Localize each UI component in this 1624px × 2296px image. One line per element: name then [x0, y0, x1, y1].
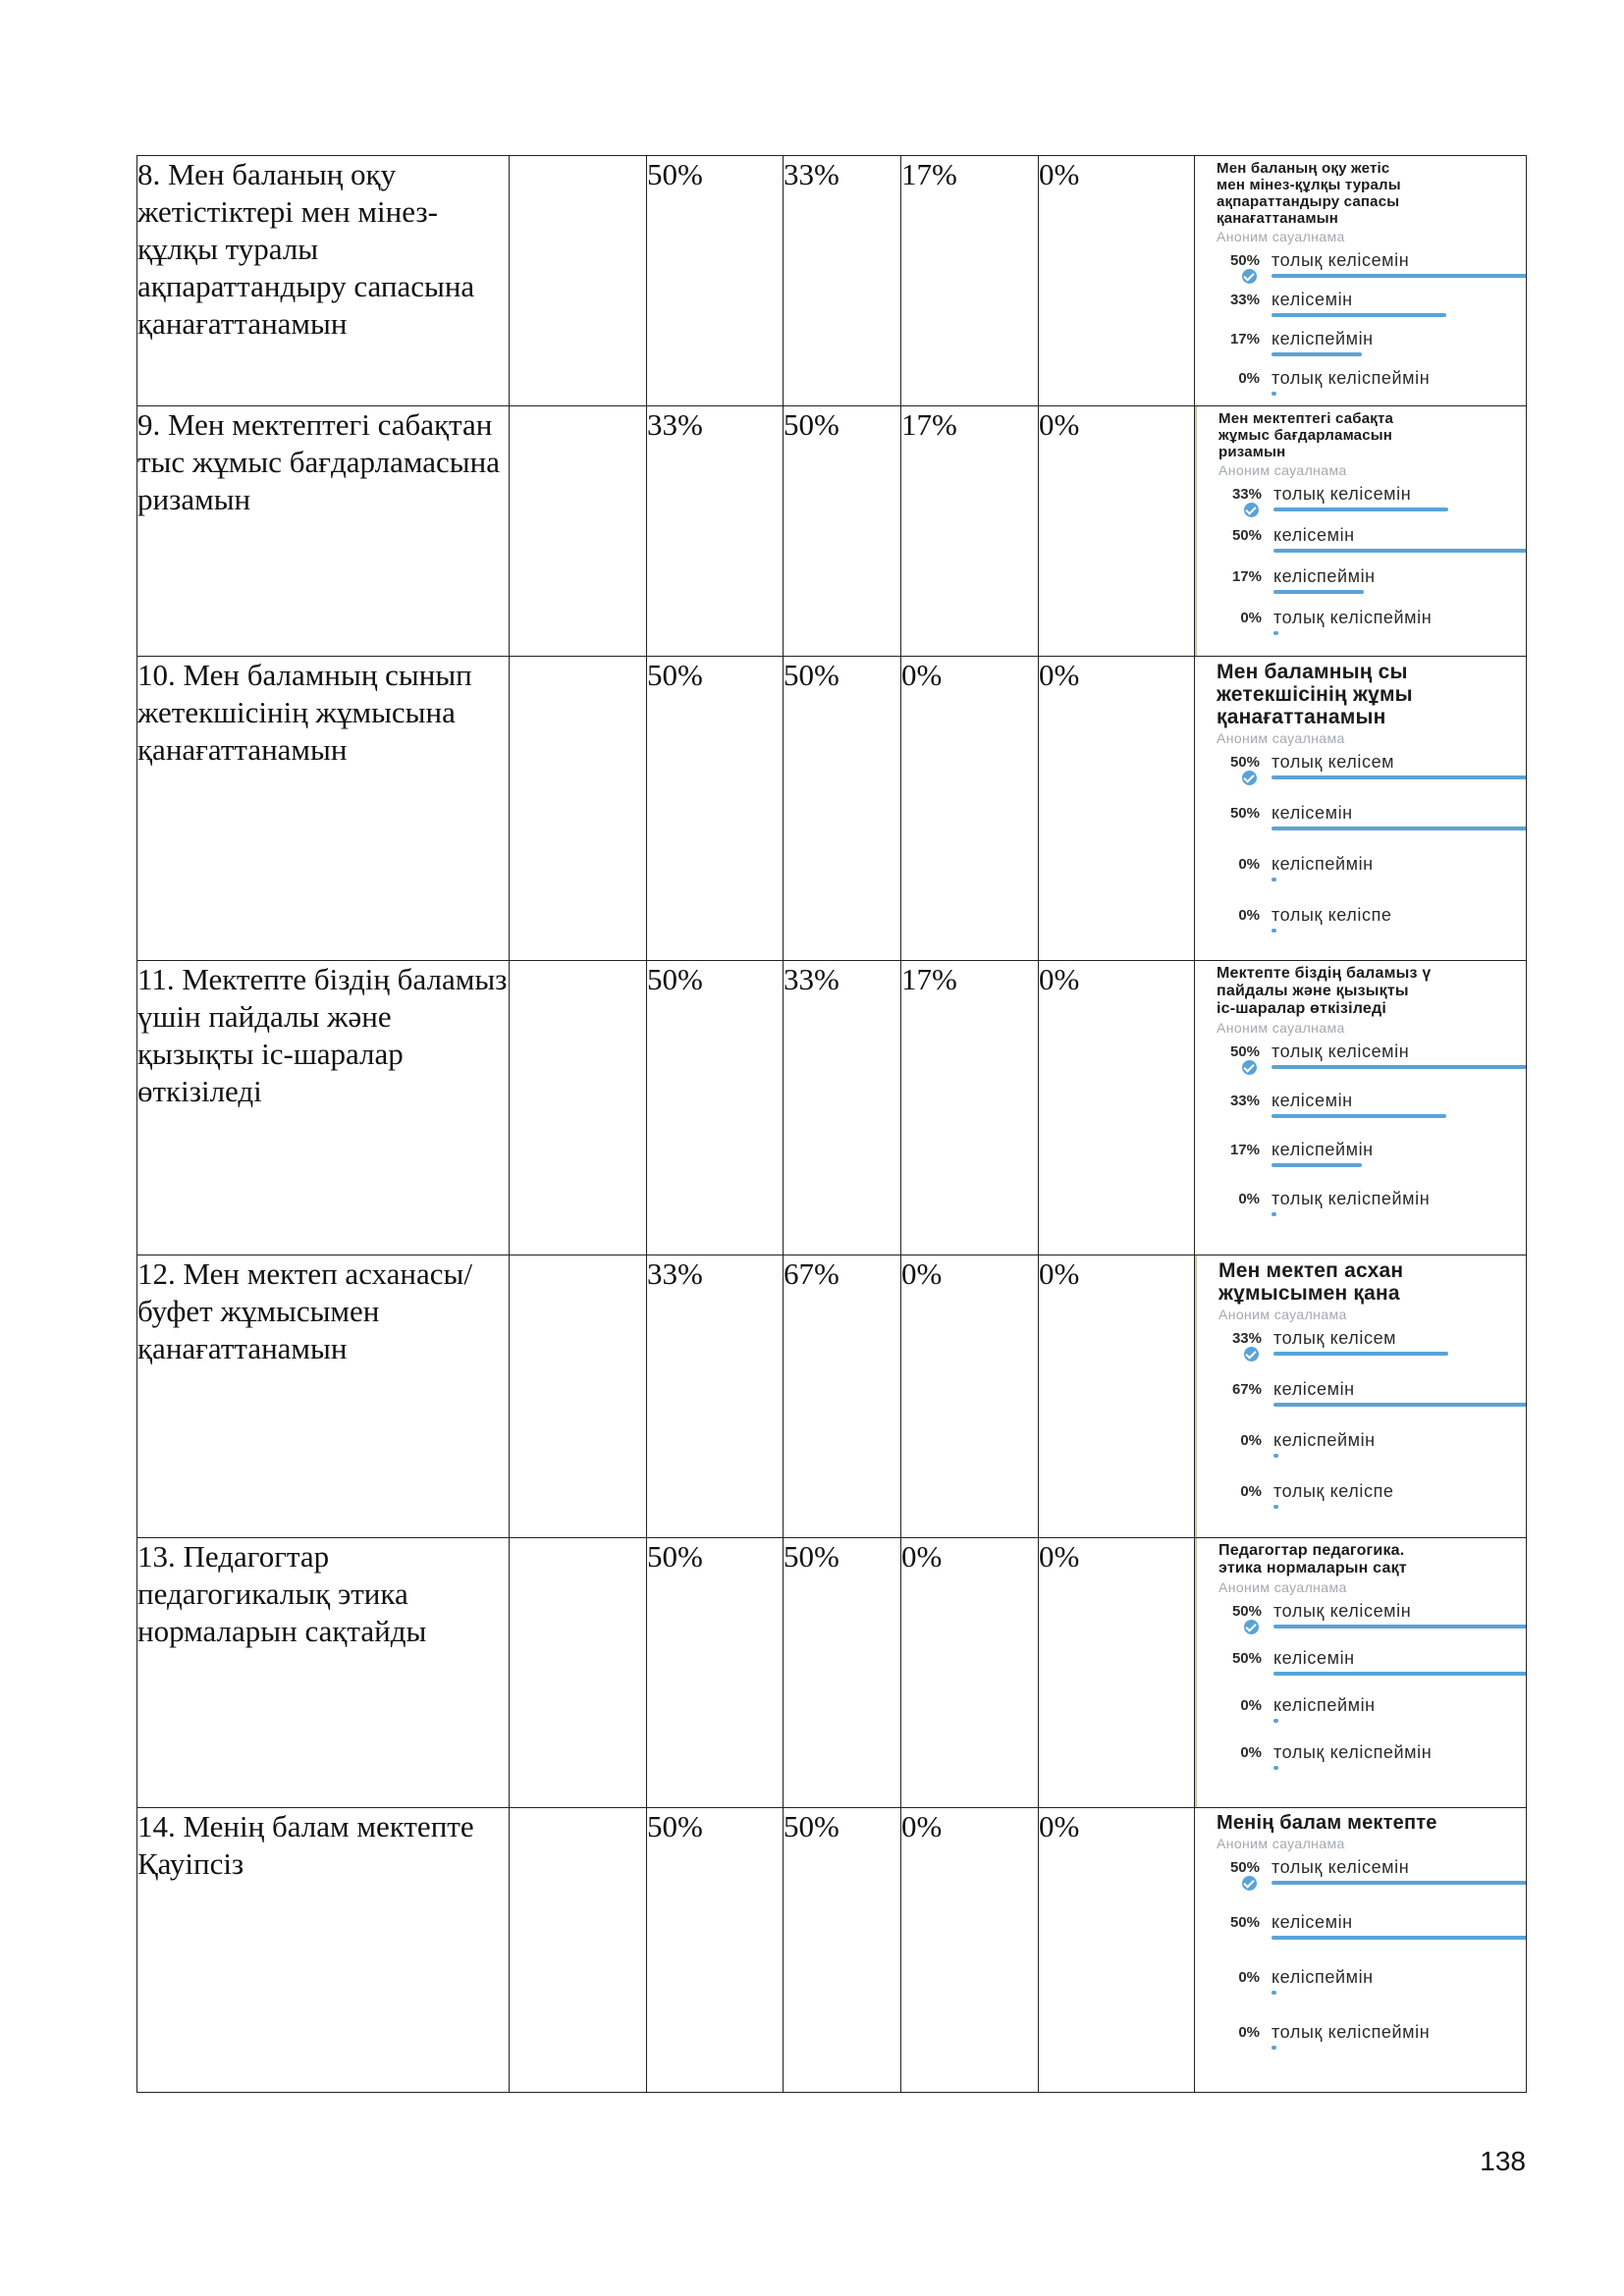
- question-cell: 11. Мектепте біздің баламыз үшін пайдалы және қызықты іс-шаралар өткізіледі: [137, 961, 510, 1255]
- poll-screenshot-cell: [1195, 406, 1527, 657]
- poll-options: [1217, 1043, 1526, 1240]
- poll-option-label: толық келісем: [1273, 1328, 1397, 1348]
- table-row: [137, 961, 1527, 1255]
- percent-cell: 0%: [901, 657, 1039, 961]
- poll-option-label: келісемін: [1273, 1379, 1355, 1399]
- poll-option: [1218, 1650, 1526, 1697]
- poll-options: [1217, 754, 1526, 958]
- poll-option: [1217, 1043, 1526, 1093]
- poll-screenshot-cell: [1195, 156, 1527, 406]
- percent-cell: 0%: [1039, 961, 1195, 1255]
- poll-option: [1217, 1093, 1526, 1142]
- survey-table-body: [137, 156, 1527, 2093]
- poll-option-percent: 33%: [1231, 1330, 1262, 1347]
- poll-option-label: толық келісемін: [1273, 484, 1412, 504]
- poll-card: [1195, 1255, 1526, 1537]
- poll-option-bar: [1273, 1454, 1278, 1458]
- percent-cell: 0%: [901, 1538, 1039, 1808]
- checkmark-icon: [1242, 269, 1257, 284]
- poll-option: [1218, 486, 1526, 527]
- poll-option-label: толық келіспеймін: [1273, 608, 1433, 627]
- poll-option: [1217, 1142, 1526, 1191]
- poll-option-bar: [1272, 775, 1526, 779]
- poll-option-percent: 33%: [1229, 1093, 1260, 1109]
- poll-option-percent: 0%: [1238, 907, 1260, 924]
- question-cell: 8. Мен баланың оқу жетістіктері мен мінез-құлқы туралы ақпараттандыру сапасына қанағаттанамын: [137, 156, 510, 406]
- percent-cell: 0%: [901, 1808, 1039, 2093]
- poll-option: [1217, 1191, 1526, 1240]
- page-number: 138: [1480, 2146, 1526, 2176]
- poll-option-bar: [1272, 1114, 1446, 1118]
- poll-option-bar: [1272, 392, 1276, 396]
- table-row: [137, 657, 1527, 961]
- poll-options: [1217, 1859, 1526, 2079]
- poll-option-bar: [1272, 1163, 1362, 1167]
- poll-option-label: толық келіспеймін: [1273, 1742, 1433, 1762]
- poll-option: [1217, 292, 1526, 331]
- poll-option-bar: [1272, 1212, 1276, 1216]
- checkmark-icon: [1244, 1347, 1259, 1362]
- percent-cell: 33%: [647, 1255, 784, 1538]
- table-row: [137, 1808, 1527, 2093]
- poll-option-label: толық келіспеймін: [1272, 1189, 1431, 1208]
- poll-title: Мен баланың оқу жетіс мен мінез-құлқы туралы ақпараттандыру сапасы қанағаттанамын: [1217, 160, 1401, 227]
- poll-title: Мен мектеп асхан жұмысымен қана: [1218, 1259, 1404, 1305]
- percent-cell: 17%: [901, 961, 1039, 1255]
- percent-cell: 50%: [784, 1538, 901, 1808]
- checkmark-icon: [1244, 503, 1259, 517]
- empty-cell: [510, 1808, 647, 2093]
- poll-option-label: келіспеймін: [1272, 1140, 1374, 1159]
- question-cell: 12. Мен мектеп асханасы/буфет жұмысымен қанағаттанамын: [137, 1255, 510, 1538]
- poll-option: [1217, 856, 1526, 907]
- poll-card: [1195, 961, 1526, 1255]
- poll-option-label: толық келіспе: [1273, 1481, 1394, 1501]
- poll-option-bar: [1273, 1403, 1526, 1407]
- poll-option-label: толық келіспеймін: [1272, 2022, 1431, 2042]
- poll-option-bar: [1273, 1505, 1278, 1509]
- percent-cell: 0%: [1039, 1538, 1195, 1808]
- percent-cell: 50%: [784, 657, 901, 961]
- poll-option-percent: 0%: [1240, 1744, 1262, 1761]
- poll-option-label: келіспеймін: [1273, 566, 1376, 586]
- empty-cell: [510, 657, 647, 961]
- poll-option-percent: 50%: [1231, 1603, 1262, 1620]
- percent-cell: 50%: [784, 406, 901, 657]
- table-row: [137, 406, 1527, 657]
- poll-option-percent: 0%: [1238, 2024, 1260, 2041]
- poll-option-percent: 0%: [1240, 1432, 1262, 1449]
- percent-cell: 67%: [784, 1255, 901, 1538]
- poll-title: Мектепте біздің баламыз ү пайдалы және қызықты іс-шаралар өткізіледі: [1217, 965, 1432, 1017]
- question-cell: 14. Менің балам мектепте Қауіпсіз: [137, 1808, 510, 2093]
- poll-subtitle: Аноним сауалнама: [1218, 462, 1347, 478]
- percent-cell: 33%: [784, 156, 901, 406]
- poll-option-percent: 50%: [1229, 1043, 1260, 1060]
- poll-option-label: келіспеймін: [1272, 329, 1374, 348]
- poll-option: [1218, 610, 1526, 651]
- poll-option-percent: 0%: [1238, 856, 1260, 873]
- table-row: [137, 1255, 1527, 1538]
- poll-option: [1217, 1969, 1526, 2024]
- poll-option: [1218, 568, 1526, 610]
- poll-option-bar: [1273, 1352, 1448, 1356]
- table-row: [137, 1538, 1527, 1808]
- poll-screenshot-cell: [1195, 1255, 1527, 1538]
- poll-subtitle: Аноним сауалнама: [1218, 1307, 1347, 1322]
- percent-cell: 0%: [1039, 1255, 1195, 1538]
- poll-option: [1218, 1483, 1526, 1534]
- poll-screenshot-cell: [1195, 657, 1527, 961]
- poll-title: Мен баламның сы жетекшісінің жұмы қанағаттанамын: [1217, 661, 1413, 728]
- percent-cell: 0%: [1039, 1808, 1195, 2093]
- poll-screenshot-cell: [1195, 1538, 1527, 1808]
- poll-option-label: толық келісемін: [1272, 1857, 1410, 1877]
- poll-option: [1218, 527, 1526, 568]
- poll-option-label: келісемін: [1272, 290, 1353, 309]
- poll-option-label: толық келіспе: [1272, 905, 1392, 925]
- percent-cell: 17%: [901, 156, 1039, 406]
- poll-card: [1195, 1808, 1526, 2092]
- percent-cell: 50%: [647, 1538, 784, 1808]
- poll-option-bar: [1272, 352, 1362, 356]
- poll-screenshot-cell: [1195, 1808, 1527, 2093]
- poll-option-bar: [1273, 1625, 1526, 1629]
- poll-option-percent: 67%: [1231, 1381, 1262, 1398]
- poll-option-bar: [1272, 1881, 1526, 1885]
- poll-option-bar: [1273, 1672, 1526, 1676]
- poll-title: Мен мектептегі сабақта жұмыс бағдарламасын ризамын: [1218, 410, 1394, 460]
- poll-card: [1195, 156, 1526, 405]
- empty-cell: [510, 406, 647, 657]
- poll-option-label: келісемін: [1273, 1648, 1355, 1668]
- poll-option-percent: 50%: [1231, 1650, 1262, 1667]
- poll-option-bar: [1272, 827, 1526, 830]
- poll-card: [1195, 657, 1526, 960]
- survey-results-table: [136, 155, 1527, 2093]
- question-cell: 9. Мен мектептегі сабақтан тыс жұмыс бағдарламасына ризамын: [137, 406, 510, 657]
- poll-option-label: толық келісемін: [1272, 1041, 1410, 1061]
- poll-title: Педагогтар педагогика. этика нормаларын сақт: [1218, 1542, 1407, 1576]
- poll-option-label: келіспеймін: [1273, 1695, 1376, 1715]
- poll-option-bar: [1272, 2046, 1276, 2050]
- poll-option: [1217, 2024, 1526, 2079]
- poll-option: [1218, 1744, 1526, 1791]
- poll-option-label: толық келісемін: [1272, 250, 1410, 270]
- empty-cell: [510, 961, 647, 1255]
- poll-subtitle: Аноним сауалнама: [1217, 1020, 1345, 1036]
- question-cell: 10. Мен баламның сынып жетекшісінің жұмысына қанағаттанамын: [137, 657, 510, 961]
- percent-cell: 0%: [1039, 406, 1195, 657]
- percent-cell: 33%: [784, 961, 901, 1255]
- poll-option-bar: [1273, 1766, 1278, 1770]
- checkmark-icon: [1242, 1876, 1257, 1891]
- poll-option: [1217, 754, 1526, 805]
- poll-option-label: толық келісем: [1272, 752, 1395, 772]
- poll-options: [1218, 1330, 1526, 1534]
- poll-option-percent: 0%: [1238, 1969, 1260, 1986]
- poll-option-label: келісемін: [1273, 525, 1355, 545]
- poll-option-percent: 50%: [1229, 754, 1260, 771]
- percent-cell: 17%: [901, 406, 1039, 657]
- percent-cell: 50%: [647, 657, 784, 961]
- poll-option-label: келіспеймін: [1272, 854, 1374, 874]
- poll-option-bar: [1273, 507, 1448, 511]
- poll-option: [1217, 252, 1526, 292]
- percent-cell: 0%: [1039, 657, 1195, 961]
- poll-option: [1218, 1381, 1526, 1432]
- poll-subtitle: Аноним сауалнама: [1217, 229, 1345, 244]
- poll-option: [1218, 1697, 1526, 1744]
- poll-option-bar: [1272, 313, 1446, 317]
- poll-option-bar: [1273, 631, 1278, 635]
- poll-option: [1218, 1603, 1526, 1650]
- poll-options: [1218, 486, 1526, 651]
- poll-option-percent: 50%: [1229, 252, 1260, 269]
- poll-options: [1217, 252, 1526, 405]
- percent-cell: 50%: [784, 1808, 901, 2093]
- percent-cell: 50%: [647, 1808, 784, 2093]
- poll-subtitle: Аноним сауалнама: [1218, 1579, 1347, 1595]
- empty-cell: [510, 156, 647, 406]
- poll-option: [1218, 1432, 1526, 1483]
- poll-option-percent: 50%: [1229, 1914, 1260, 1931]
- checkmark-icon: [1244, 1620, 1259, 1634]
- table-row: [137, 156, 1527, 406]
- empty-cell: [510, 1255, 647, 1538]
- poll-option-bar: [1272, 878, 1276, 881]
- poll-subtitle: Аноним сауалнама: [1217, 1836, 1345, 1851]
- poll-option-percent: 17%: [1229, 1142, 1260, 1158]
- poll-option-label: келіспеймін: [1273, 1430, 1376, 1450]
- poll-options: [1218, 1603, 1526, 1791]
- poll-screenshot-cell: [1195, 961, 1527, 1255]
- poll-option-bar: [1273, 1719, 1278, 1723]
- poll-option-bar: [1272, 1991, 1276, 1995]
- poll-option-percent: 0%: [1240, 1483, 1262, 1500]
- poll-option-percent: 50%: [1229, 1859, 1260, 1876]
- poll-card: [1195, 406, 1526, 656]
- poll-option-percent: 33%: [1229, 292, 1260, 308]
- poll-option-bar: [1272, 929, 1276, 933]
- poll-option-label: келіспеймін: [1272, 1967, 1374, 1987]
- poll-option: [1217, 1859, 1526, 1914]
- poll-option-percent: 0%: [1240, 610, 1262, 626]
- poll-option: [1217, 331, 1526, 370]
- poll-option: [1218, 1330, 1526, 1381]
- percent-cell: 0%: [1039, 156, 1195, 406]
- poll-option-bar: [1272, 1065, 1526, 1069]
- poll-option-label: толық келісемін: [1273, 1601, 1412, 1621]
- poll-option-percent: 0%: [1238, 370, 1260, 387]
- poll-option-percent: 0%: [1238, 1191, 1260, 1207]
- poll-card: [1195, 1538, 1526, 1807]
- poll-subtitle: Аноним сауалнама: [1217, 730, 1345, 746]
- poll-title: Менің балам мектепте: [1217, 1812, 1437, 1834]
- poll-option-percent: 17%: [1231, 568, 1262, 585]
- question-cell: 13. Педагогтар педагогикалық этика нормаларын сақтайды: [137, 1538, 510, 1808]
- poll-option: [1217, 1914, 1526, 1969]
- poll-option-bar: [1272, 274, 1526, 278]
- empty-cell: [510, 1538, 647, 1808]
- poll-option-bar: [1273, 549, 1526, 553]
- poll-option-label: толық келіспеймін: [1272, 368, 1431, 388]
- percent-cell: 33%: [647, 406, 784, 657]
- poll-option-percent: 33%: [1231, 486, 1262, 503]
- poll-option-percent: 0%: [1240, 1697, 1262, 1714]
- poll-option-bar: [1272, 1936, 1526, 1940]
- checkmark-icon: [1242, 771, 1257, 785]
- poll-option: [1217, 370, 1526, 405]
- poll-option-percent: 17%: [1229, 331, 1260, 347]
- poll-option-label: келісемін: [1272, 1091, 1353, 1110]
- poll-option-bar: [1273, 590, 1364, 594]
- poll-option: [1217, 805, 1526, 856]
- poll-option-label: келісемін: [1272, 1912, 1353, 1932]
- percent-cell: 0%: [901, 1255, 1039, 1538]
- poll-option-label: келісемін: [1272, 803, 1353, 823]
- percent-cell: 50%: [647, 156, 784, 406]
- checkmark-icon: [1242, 1060, 1257, 1075]
- poll-option-percent: 50%: [1231, 527, 1262, 544]
- poll-option-percent: 50%: [1229, 805, 1260, 822]
- poll-option: [1217, 907, 1526, 958]
- percent-cell: 50%: [647, 961, 784, 1255]
